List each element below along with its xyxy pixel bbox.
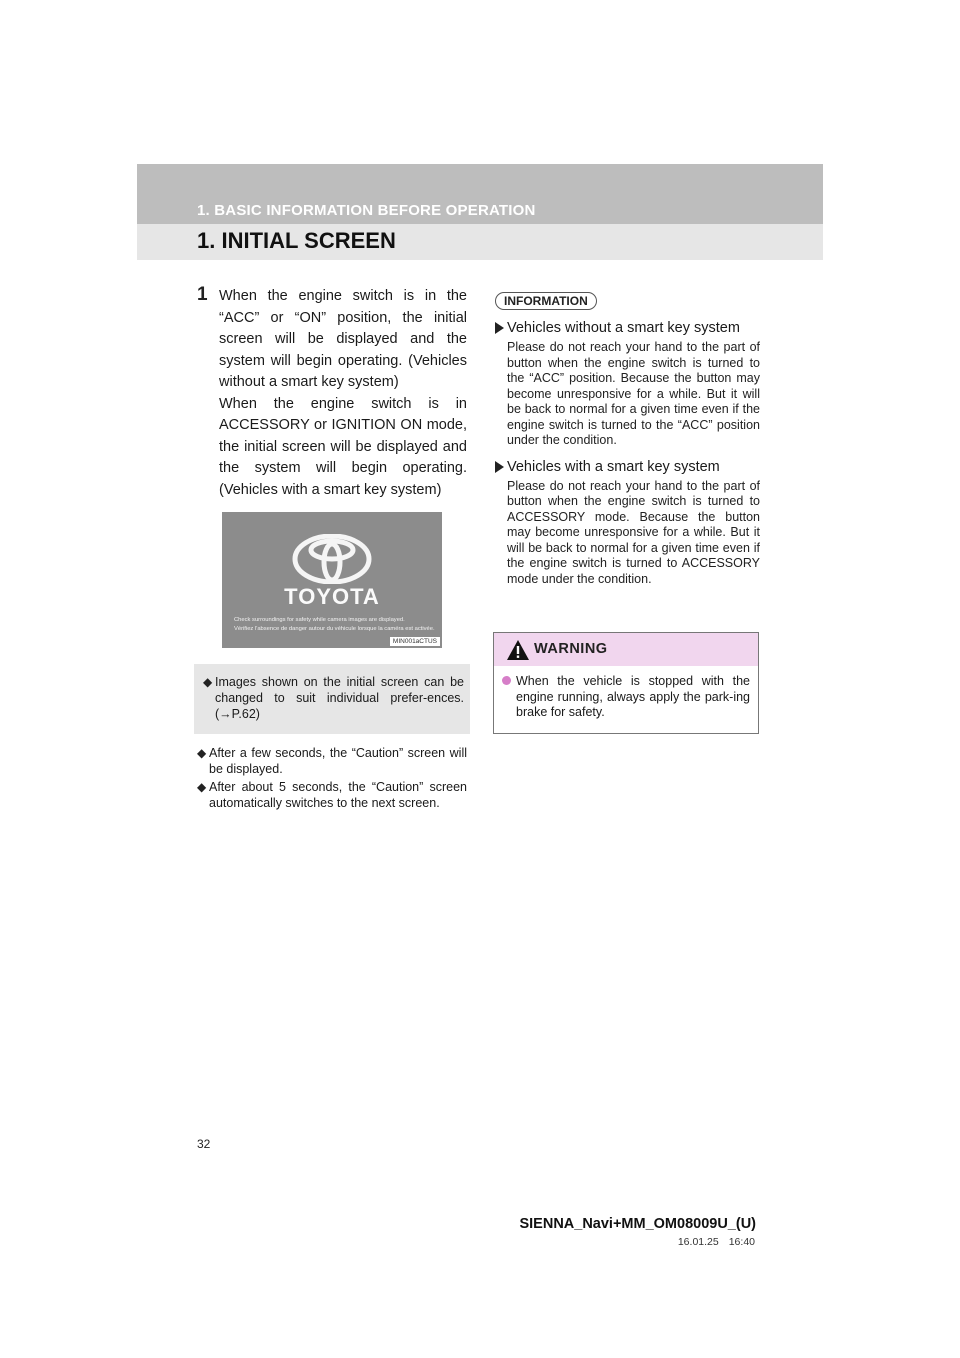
- bullet-text: After about 5 seconds, the “Caution” screen automatically switches to the next screen.: [209, 780, 467, 810]
- step-1: [197, 286, 467, 501]
- info-body-1: Please do not reach your hand to the part of button when the engine switch is turned to the “ACC” position. Because the button may become unresponsive for a while. But it will be back to normal for a given time even if the engine switch is turned to the “ACC” position under the condition.: [507, 340, 760, 447]
- information-badge: INFORMATION: [495, 292, 597, 310]
- warning-body: [494, 666, 758, 721]
- diamond-bullet-icon: ◆: [197, 746, 207, 760]
- warning-title: WARNING: [534, 641, 608, 657]
- info-heading-1: [494, 319, 760, 337]
- note-box: [194, 664, 470, 734]
- image-code: MIN001aCTUS: [390, 637, 440, 646]
- toyota-brand-text: TOYOTA: [284, 584, 380, 609]
- warning-text: When the vehicle is stopped with the engine running, always apply the park-ing brake for safety.: [516, 674, 750, 719]
- document-id: SIENNA_Navi+MM_OM08009U_(U): [519, 1216, 756, 1232]
- footer-time: 16:40: [728, 1236, 755, 1248]
- page-number: 32: [197, 1137, 211, 1151]
- step-number: 1: [197, 284, 208, 305]
- right-column: [494, 292, 760, 587]
- page-title: 1. INITIAL SCREEN: [197, 228, 396, 253]
- triangle-right-icon: [495, 461, 504, 473]
- triangle-right-icon: [495, 322, 504, 334]
- info-body-2: Please do not reach your hand to the part of button when the engine switch is turned to ACCESSORY mode. Because the button may become unresponsive for a while. But it will be back to normal for a given time even if the engine switch is turned to ACCESSORY mode under the condition.: [507, 478, 760, 586]
- warning-box: [493, 632, 759, 734]
- circle-bullet-icon: [502, 676, 511, 685]
- screen-message: [234, 616, 435, 634]
- timestamp: [678, 1236, 755, 1248]
- info-heading-2: [494, 458, 760, 476]
- step-text: [219, 286, 467, 501]
- warning-header: [494, 633, 758, 666]
- info-heading-text: Vehicles without a smart key system: [507, 320, 740, 336]
- initial-screen-image: [222, 512, 442, 648]
- screen-message-line-1: Check surroundings for safety while camera images are displayed.: [234, 617, 405, 623]
- list-item: [197, 779, 467, 811]
- warning-triangle-icon: [506, 639, 530, 661]
- screen-message-line-2: Vérifiez l'absence de danger autour du véhicule lorsque la caméra est activée.: [234, 626, 435, 632]
- info-heading-text: Vehicles with a smart key system: [507, 458, 720, 475]
- diamond-bullet-icon: ◆: [203, 675, 213, 689]
- section-title: 1. BASIC INFORMATION BEFORE OPERATION: [197, 202, 536, 219]
- step-paragraph-1: When the engine switch is in the “ACC” or “ON” position, the initial screen will be displayed and the system will begin operating. (Vehicles without a smart key system): [219, 288, 467, 390]
- left-column: [197, 286, 467, 813]
- toyota-logo-icon: [292, 534, 372, 584]
- step-paragraph-2: When the engine switch is in ACCESSORY or IGNITION ON mode, the initial screen will be displayed and the system will begin operating. (Vehicles with a smart key system): [219, 395, 467, 498]
- bullet-list: [197, 745, 467, 811]
- list-item: [197, 745, 467, 777]
- bullet-text: After a few seconds, the “Caution” screen will be displayed.: [209, 746, 467, 776]
- note-text: Images shown on the initial screen can be changed to suit individual prefer-ences. (→P.62): [215, 675, 464, 721]
- diamond-bullet-icon: ◆: [197, 780, 207, 794]
- note-bullet: [203, 674, 464, 722]
- footer-date: 16.01.25: [677, 1236, 719, 1248]
